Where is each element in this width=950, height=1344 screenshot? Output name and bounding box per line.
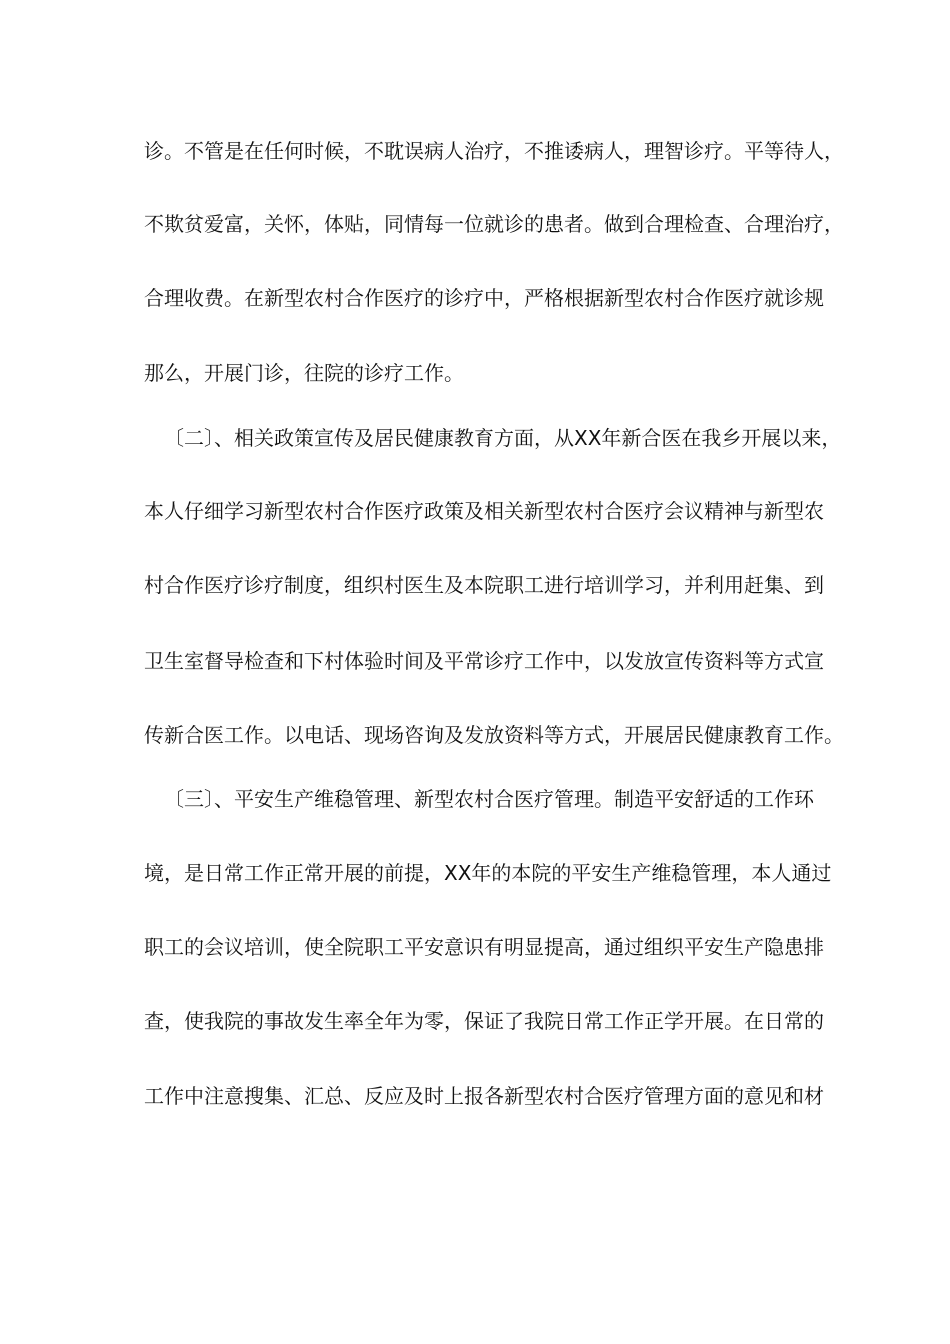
text-line: 本人仔细学习新型农村合作医疗政策及相关新型农村合医疗会议精神与新型农: [144, 499, 824, 523]
text-line: 工作中注意搜集、汇总、反应及时上报各新型农村合医疗管理方面的意见和材: [144, 1084, 824, 1108]
text-line: 卫生室督导检查和下村体验时间及平常诊疗工作中，以发放宣传资料等方式宣: [144, 649, 824, 673]
paragraph-heading-line: 〔二〕、相关政策宣传及居民健康教育方面，从XX年新合医在我乡开展以来，: [164, 426, 842, 450]
text-line: 村合作医疗诊疗制度，组织村医生及本院职工进行培训学习，并利用赶集、到: [144, 573, 824, 597]
text-line: 那么，开展门诊，往院的诊疗工作。: [144, 361, 464, 385]
text-line: 不欺贫爱富，关怀，体贴，同情每一位就诊的患者。做到合理检查、合理治疗，: [144, 212, 844, 236]
text-line: 查，使我院的事故发生率全年为零，保证了我院日常工作正学开展。在日常的: [144, 1009, 824, 1033]
text-line: 职工的会议培训，使全院职工平安意识有明显提高，通过组织平安生产隐患排: [144, 935, 824, 959]
text-line: 境，是日常工作正常开展的前提，XX年的本院的平安生产维稳管理，本人通过: [144, 861, 832, 885]
text-line: 诊。不管是在任何时候，不耽误病人治疗，不推诿病人，理智诊疗。平等待人，: [144, 139, 844, 163]
paragraph-heading-line: 〔三〕、平安生产维稳管理、新型农村合医疗管理。制造平安舒适的工作环: [164, 787, 814, 811]
text-line: 合理收费。在新型农村合作医疗的诊疗中，严格根据新型农村合作医疗就诊规: [144, 286, 824, 310]
text-line: 传新合医工作。以电话、现场咨询及发放资料等方式，开展居民健康教育工作。: [144, 723, 844, 747]
